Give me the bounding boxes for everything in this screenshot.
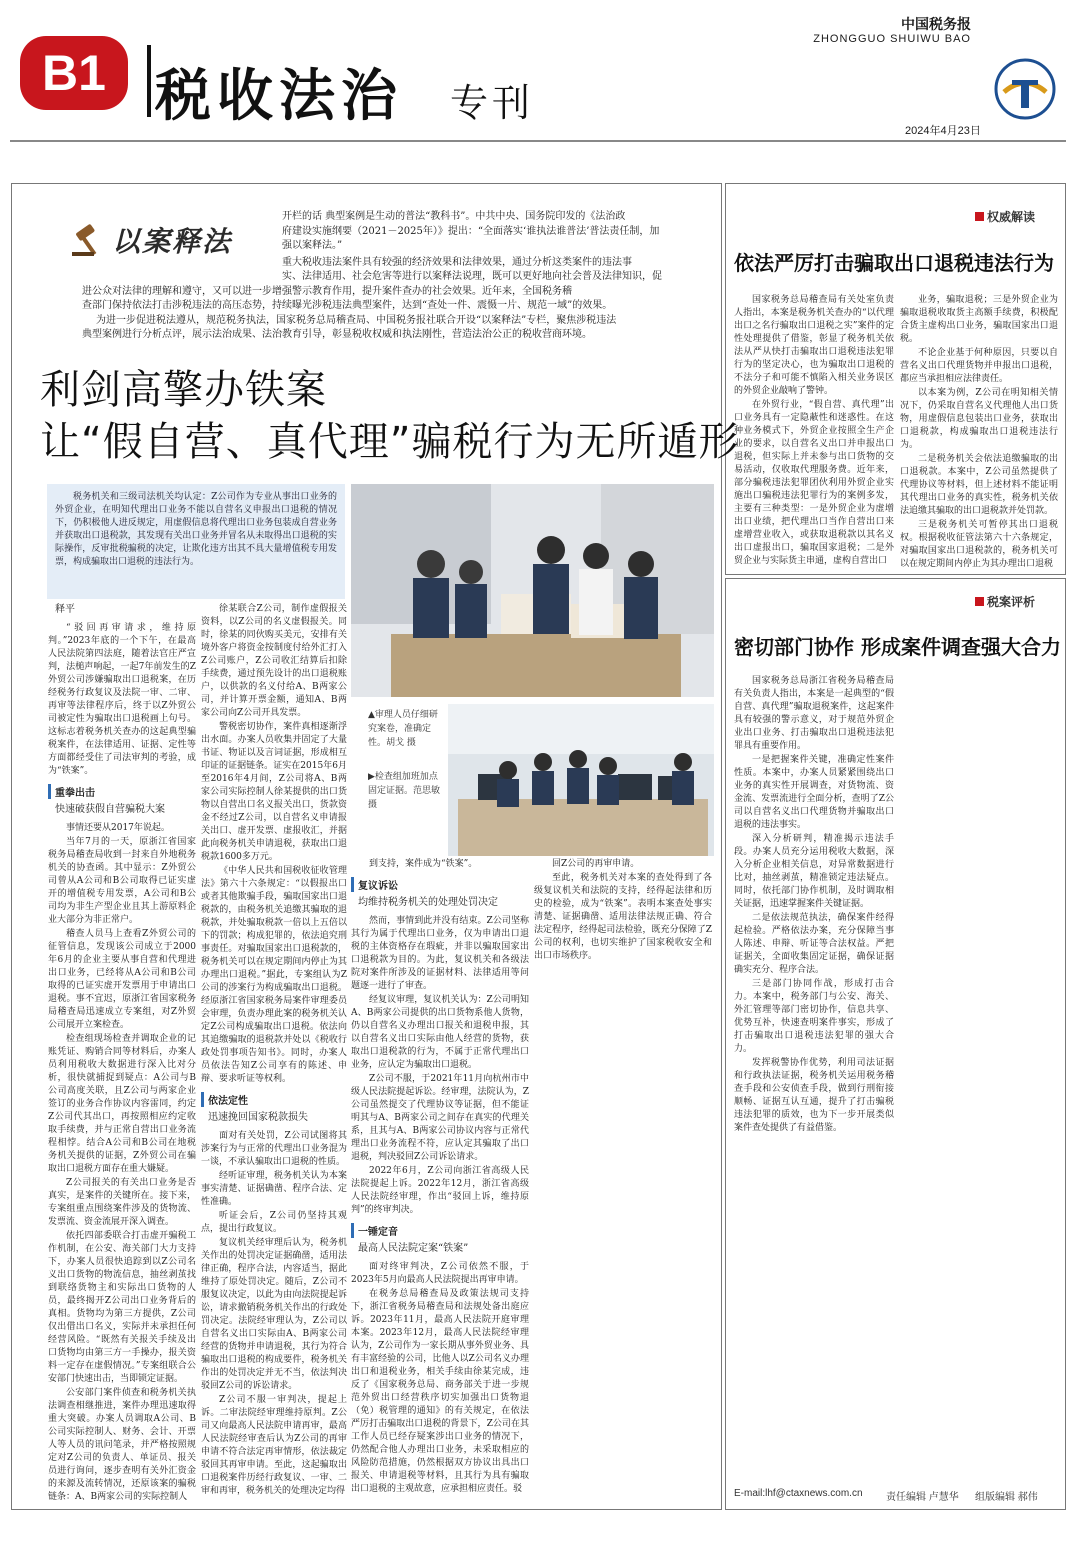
body-paragraph: 听证会后，Z公司仍坚持其观点，提出行政复议。 bbox=[201, 1211, 347, 1234]
publication-pinyin: ZHONGGUO SHUIWU BAO bbox=[813, 33, 971, 45]
body-paragraph: 业务，骗取退税；三是外贸企业为骗取退税收取货主高额手续费，积极配合货主虚构出口业务，骗取国家出口退税。 bbox=[900, 295, 1058, 344]
section-heading: 一锤定音 bbox=[351, 1223, 529, 1238]
right-headline-1: 依法严厉打击骗取出口退税违法行为 bbox=[734, 251, 1054, 275]
main-headline-line1: 利剑高擎办铁案 bbox=[40, 367, 327, 413]
right1-col2 bbox=[900, 294, 1058, 574]
masthead-rule bbox=[10, 140, 1066, 142]
body-paragraph: 深入分析研判，精准揭示违法手段。办案人员充分运用税收大数据，深入分析企业相关信息，对异常数据进行比对，抽丝剥茧，精准锁定违法疑点。同时，依托部门协作机制，及时调取相关证据，迅速掌握案件关键证据。 bbox=[734, 834, 894, 909]
section-subheading: 均维持税务机关的处理处罚决定 bbox=[358, 897, 498, 908]
intro-line: 进公众对法律的理解和遵守，又可以进一步增强警示教育作用，提升案件查办的社会效果。近年来，全国税务稽 bbox=[82, 285, 572, 297]
intro-line: 重大税收违法案件具有较强的经济效果和法律效果，通过分析这类案件的违法事 bbox=[282, 256, 632, 268]
intro-line: 强以案释法。” bbox=[282, 240, 343, 251]
body-paragraph: 不论企业基于何种原因，只要以自营名义出口代理货物并申报出口退税，都应当承担相应法律责任。 bbox=[900, 348, 1058, 384]
photo-image bbox=[448, 704, 714, 856]
body-paragraph: 公安部门案件侦查和税务机关执法调查相继推进，案件办理迅速取得重大突破。办案人员调取A公司、B公司实际控制人、财务、会计、开票人等人员的讯问笔录，并严格按照规定对Z公司的负责人、单证员、报关员进行询问，逐步查明有关外汇资金的来源及流转情况，还原该案的骗税链条：A、B两家公司的实际控制人 bbox=[48, 1388, 196, 1502]
body-paragraph: 当年7月的一天，原浙江省国家税务局稽查局收到一封来自外地税务机关的协查函。其中显示：Z外贸公司曾从A公司和B公司取得已证实虚开的增值税专用发票，A公司和B公司均为非生产型企业且其上游原料企业大部分为非正常户。 bbox=[48, 837, 196, 925]
body-paragraph: 《中华人民共和国税收征收管理法》第六十六条规定：“以假报出口或者其他欺骗手段，骗取国家出口退税款的，由税务机关追缴其骗取的退税款，并处骗取税款一倍以上五倍以下的罚款；构成犯罪的，依法追究刑事责任。对骗取国家出口退税款的，税务机关可以在规定期间内停止为其办理出口退税。”据此，专案组认为Z公司的涉案行为构成骗取出口退税。经原浙江省国家税务局案件审理委员会审理，负责办理此案的税务机关认定Z公司构成骗取出口退税。依法向其追缴骗取的退税款并处以《税收行政处罚事项告知书》。同时，办案人员依法告知Z公司享有的陈述、申辩、要求听证等权利。 bbox=[201, 866, 347, 1084]
body-paragraph: 二是依法规范执法，确保案件经得起检验。严格依法办案，充分保障当事人陈述、申辩、听证等合法权益。严把证据关，全面收集固定证据，确保证据确实充分、程序合法。 bbox=[734, 913, 894, 975]
body-paragraph: 国家税务总局浙江省税务局稽查局有关负责人指出，本案是一起典型的“假自营、真代理”骗取退税案件，这起案件具有较强的警示意义，对于规范外贸企业出口业务、打击骗取出口退税违法犯罪具有重要作用。 bbox=[734, 676, 894, 751]
section-title: 税收法治 bbox=[155, 64, 403, 129]
body-paragraph: Z公司报关的有关出口业务是否真实，是案件的关键所在。接下来，专案组重点围绕案件涉及的货物流、发票流、资金流展开深入调查。 bbox=[48, 1178, 196, 1227]
intro-line: 实、法律适用、社会危害等进行以案释法说理，既可以更好地向社会普及法律知识，促 bbox=[282, 271, 662, 282]
body-paragraph: 到支持，案件成为“铁案”。 bbox=[369, 859, 478, 869]
intro-line: 查部门保持依法打击涉税违法的高压态势，持续曝光涉税违法典型案件，达到“查处一件、震慑一片、规范一域”的效果。 bbox=[82, 300, 613, 311]
section-tag-analysis: 税案评析 bbox=[975, 593, 1035, 610]
body-paragraph: 面对终审判决，Z公司依然不服，于2023年5月向最高人民法院提出再审申请。 bbox=[351, 1262, 529, 1285]
main-headline-line2: 让“假自营、真代理”骗税行为无所遁形 bbox=[40, 419, 740, 465]
section-subheading: 最高人民法院定案“铁案” bbox=[358, 1243, 469, 1254]
masthead-divider bbox=[147, 45, 151, 117]
main-body-col4 bbox=[534, 858, 712, 1508]
right-headline-2: 密切部门协作 形成案件调查强大合力 bbox=[734, 635, 1061, 659]
body-paragraph: 国家税务总局稽查局有关处室负责人指出，本案是税务机关查办的“以代理出口之名行骗取出口退税之实”案件的定性处理提供了借鉴，彰显了税务机关依法从严从快打击骗取出口退税违法犯罪行为的坚定决心，也为骗取出口退税的不法分子和可能不慎陷入相关业务误区的外贸企业敲响了警钟。 bbox=[734, 295, 894, 396]
body-paragraph: 三是税务机关可暂停其出口退税权。根据税收征管法第六十六条规定，对骗取国家出口退税款的，税务机关可以在规定期间内停止为其办理出口退税 bbox=[900, 520, 1058, 569]
photo-evidence-team bbox=[448, 704, 714, 856]
photo-image bbox=[351, 484, 714, 697]
right2-col1 bbox=[734, 675, 894, 1475]
section-heading: 依法定性 bbox=[201, 1092, 347, 1107]
body-paragraph: 回Z公司的再审申请。 bbox=[552, 859, 640, 869]
intro-line: 府建设实施纲要（2021－2025年）》提出：“全面落实‘谁执法谁普法’普法责任制，加 bbox=[282, 225, 660, 237]
body-paragraph: 经听证审理，税务机关认为本案事实清楚、证据确凿、程序合法、定性准确。 bbox=[201, 1171, 347, 1207]
body-paragraph: 一是把握案件关键，准确定性案件性质。本案中，办案人员紧紧围绕出口业务的真实性开展调查，对货物流、资金流、发票流进行全面分析，查明了Z公司以自营名义出口代理货物并骗取出口退税的违法事实。 bbox=[734, 755, 894, 830]
issue-date: 2024年4月23日 bbox=[905, 125, 981, 137]
intro-line: 典型案例进行分析点评，展示法治成果、法治教育引导，彰显税收权威和执法刚性，营造法治公正的税收营商环境。 bbox=[82, 329, 592, 340]
publication-name: 中国税务报 bbox=[901, 17, 971, 33]
body-paragraph: 以本案为例，Z公司在明知相关情况下，仍采取自营名义代理他人出口货物，用虚假信息包装出口业务，获取出口退税款，构成骗取出口退税违法行为。 bbox=[900, 388, 1058, 450]
section-tag-authority: 权威解读 bbox=[975, 208, 1035, 225]
body-paragraph: 复议机关经审理后认为，税务机关作出的处罚决定证据确凿，适用法律正确，程序合法，内容适当，据此维持了原处罚决定。随后，Z公司不服复议决定，以此为由向法院提起诉讼，请求撤销税务机关作出的行政处罚决定。法院经审理认为，Z公司以自营名义出口实际由A、B两家公司经营的货物并申请退税，其行为符合骗取出口退税的构成要件，税务机关作出的处罚决定并无不当，依法判决驳回Z公司的诉讼请求。 bbox=[201, 1238, 347, 1391]
body-paragraph: 发挥税警协作优势，利用司法证据和行政执法证据，税务机关运用税务稽查手段和公安侦查手段，做到行刑衔接顺畅、证据互认互通，提升了打击骗税违法犯罪的质效，也为下一步开展类似案件查处提供了有益借鉴。 bbox=[734, 1058, 894, 1133]
body-paragraph: 经复议审理，复议机关认为：Z公司明知A、B两家公司提供的出口货物系他人货物，仍以自营名义办理出口报关和退税申报，其以自营名义出口实际由他人经营的货物，获取出口退税款的行为，不属于正常代理出口业务，应认定为骗取出口退税。 bbox=[351, 995, 529, 1070]
layout-editor: 组版编辑 郝伟 bbox=[975, 1492, 1038, 1503]
contact-email: E-mail:lhf@ctaxnews.com.cn bbox=[734, 1488, 863, 1499]
body-paragraph: 三是部门协同作战，形成打击合力。本案中，税务部门与公安、海关、外汇管理等部门密切协作，信息共享、优势互补，快速查明案件事实，形成了打击骗取出口退税违法犯罪的强大合力。 bbox=[734, 979, 894, 1054]
newspaper-logo-icon bbox=[994, 58, 1056, 120]
body-paragraph: 2022年6月，Z公司向浙江省高级人民法院提起上诉。2022年12月，浙江省高级人民法院经审理，作出“驳回上诉，维持原判”的终审判决。 bbox=[351, 1166, 529, 1215]
body-paragraph: 面对有关处罚，Z公司试图将其涉案行为与正常的代理出口业务混为一谈，不承认骗取出口退税的性质。 bbox=[201, 1131, 347, 1167]
body-paragraph: 警税密切协作，案件真相逐渐浮出水面。办案人员收集并固定了大量书证、物证以及言词证据，形成相互印证的证据链条。证实在2015年6月至2016年4月间，Z公司将A、B两家公司实际控制人徐某提供的出口货物以自营出口名义报关出口，货款资金不经过Z公司，以自营名义申请报关出口、虚开发票、虚报收汇，并据此向税务机关申请退税，获取出口退税款1600多万元。 bbox=[201, 722, 347, 862]
body-paragraph: 然而，事情到此并没有结束。Z公司坚称其行为属于代理出口业务，仅为申请出口退税的主体资格存在瑕疵，并非以骗取国家出口退税款为目的。为此，复议机关和各级法院对案件所涉及的证据材料、法律适用等问题逐一进行了审查。 bbox=[351, 916, 529, 991]
article-author: 释平 bbox=[55, 604, 75, 615]
section-subheading: 快速破获假自营骗税大案 bbox=[55, 804, 165, 815]
right2-col2 bbox=[900, 675, 1058, 1475]
page-number-badge: B1 bbox=[20, 36, 128, 110]
body-paragraph: 徐某联合Z公司，制作虚假报关资料，以Z公司的名义虚假报关。同时，徐某的同伙购买美元，安排有关境外客户将资金按制度付给外汇打入Z公司账户，Z公司收汇结算后扣除手续费，通过预先设计的出口退税账户，以供款的名义付给A、B两家公司，并计算开票金额，通知A、B两家公司向Z公司开具发票。 bbox=[201, 604, 347, 718]
main-body-col3 bbox=[351, 858, 529, 1508]
main-body-col2 bbox=[201, 603, 347, 1508]
photo-caption-1: ▲审理人员仔细研究案卷，准确定性。胡戈 摄 bbox=[368, 710, 438, 748]
section-heading: 复议诉讼 bbox=[351, 877, 529, 892]
body-paragraph: 检查组现场检查并调取企业的记账凭证、购销合同等材料后，办案人员利用税收大数据进行深入比对分析，很快就捕捉到疑点：A公司与B公司高度关联，且Z公司与两家企业签订的业务合作协议内容雷同，约定Z公司代其出口，再按照相应约定收取手续费，并与正常自营出口业务流程相悖。结合A公司和B公司在地税务机关提供的证据，Z外贸公司在骗取出口退税方面存在重大嫌疑。 bbox=[48, 1034, 196, 1174]
body-paragraph: 二是税务机关会依法追缴骗取的出口退税款。本案中，Z公司虽然提供了代理协议等材料，但上述材料不能证明其代理出口业务的真实性，税务机关依法追缴其骗取的出口退税款并处罚款。 bbox=[900, 454, 1058, 516]
responsible-editor: 责任编辑 卢慧华 bbox=[886, 1492, 959, 1503]
body-paragraph: Z公司不服，于2021年11月向杭州市中级人民法院提起诉讼。经审理，法院认为，Z公司虽然提交了代理协议等证据，但不能证明其与A、B两家公司之间存在真实的代理关系，且其与A、B两家公司协议内容与正常代理出口业务流程不符，应认定其骗取了出口退税，判决驳回Z公司诉讼请求。 bbox=[351, 1074, 529, 1162]
body-paragraph: 事情还要从2017年说起。 bbox=[66, 823, 170, 833]
body-paragraph: 至此，税务机关对本案的查处得到了各级复议机关和法院的支持，经得起法律和历史的检验，成为“铁案”。表明本案查处事实清楚、证据确凿、适用法律法规正确、符合法定程序，经得起司法检验，既充分保障了Z公司的权利，也切实维护了国家税收安全和出口市场秩序。 bbox=[534, 873, 712, 961]
right1-col1 bbox=[734, 294, 894, 574]
body-paragraph: Z公司不服一审判决，提起上诉。二审法院经审理维持原判。Z公司又向最高人民法院申请再审，最高人民法院经审查后认为Z公司的再审申请不符合法定再审情形，依法裁定驳回其再审申请。至此，这起骗取出口退税案件历经行政复议、一审、二审和再审，税务机关的处理决定均得 bbox=[201, 1395, 347, 1496]
section-heading: 重拳出击 bbox=[48, 784, 196, 799]
intro-line: 开栏的话 典型案例是生动的普法“教科书”。中共中央、国务院印发的《法治政 bbox=[282, 211, 626, 222]
masthead bbox=[0, 0, 1076, 175]
body-paragraph: 在外贸行业，“假自营、真代理”出口业务具有一定隐蔽性和迷惑性。在这种业务模式下，外贸企业按照全生产企业的要求，以自营名义出口并申报出口退税，但实际上并未参与出口货物的交易活动，仅收取代理服务费。近年来，部分骗税违法犯罪团伙利用外贸企业实施出口骗税违法犯罪行为的案例多发，主要有三种类型：一是外贸企业为虚增出口业绩，把代理出口当作自营出口来虚增营业收入，或获取退税款以其名义出口虚报出口，骗取国家退税；二是外贸企业与实际货主串通，虚构自营出口 bbox=[734, 400, 894, 566]
body-paragraph: 依托四部委联合打击虚开骗税工作机制，在公安、海关部门大力支持下，办案人员很快追踪到以Z公司名义出口货物的物流信息，抽丝剥茧找到联络货物主和实际出口货物的人员，最终揭开Z公司出口业务背后的真相。货物均为第三方提供，Z公司仅出借出口名义，实际并未承担任何经营风险。“既然有关报关手续及出口货物均由第三方一手操办，报关资料一定存在虚假情况。”专案组联合公安部门快速出击，当即锁定证据。 bbox=[48, 1231, 196, 1384]
photo-caption-2: ▶检查组加班加点固定证据。范思敏 摄 bbox=[368, 772, 441, 810]
main-body-col1 bbox=[48, 603, 196, 1508]
body-paragraph: 在税务总局稽查局及政策法规司支持下，浙江省税务局稽查局和法规处备出庭应诉。2023年11月，最高人民法院开庭审理本案。2023年12月，最高人民法院经审理认为，Z公司作为一家长期从事外贸业务、具有丰富经验的公司，比他人以Z公司名义办理出口和退税业务，相关手续由徐某完成，违反了《国家税务总局、商务部关于进一步规范外贸出口经营秩序切实加强出口货物退（免）税管理的通知》的有关规定，在依法严厉打击骗取出口退税的背景下，Z公司在其工作人员已经存疑案涉出口业务的情况下，仍然配合他人办理出口业务，未采取相应的风险防范措施，仍然根据双方协议出具出口报关、申请退税等材料，且其行为具有骗取出口退税的主观故意，应承担相应责任。驳 bbox=[351, 1289, 529, 1494]
section-subheading: 迅速挽回国家税款损失 bbox=[208, 1112, 308, 1123]
photo-review-team bbox=[351, 484, 714, 697]
body-paragraph: “驳回再审请求，维持原判。”2023年底的一个下午，在最高人民法院第四法庭，随着法官庄严宣判，法槌声响起，一起7年前发生的Z外贸公司涉嫌骗取出口退税案，在历经税务行政复议及法院一审、二审、再审等法律程序后，终于以Z外贸公司被定性为骗取出口退税画上句号。这标志着税务机关查办的这起典型骗税案件，在法律适用、证据、定性等方面都经受住了司法审判的考验，成为“铁案”。 bbox=[48, 623, 196, 776]
section-subtitle: 专刊 bbox=[450, 81, 535, 125]
body-paragraph: 稽查人员马上查看Z外贸公司的征管信息，发现该公司成立于2000年6月的企业主要从事自营和代理进出口业务，已经将从A公司和B公司取得的已证实虚开发票用于申请出口退税。事不宜迟，原浙江省国家税务局稽查局迅速成立专案组，对Z外贸公司展开立案检查。 bbox=[48, 929, 196, 1030]
summary-box: 税务机关和三级司法机关均认定：Z公司作为专业从事出口业务的外贸企业，在明知代理出口业务不能以自营名义申报出口退税的情况下，仍积极他人进反规定，用虚假信息将代理出口业务包装成自营业务并获取出口退税款，其发现有关出口业务并冒名从未取得出口退税的实际操作，反审批税骗税的决定，让欺化违方出其不具大量增值税专用发票，构成骗取出口退税的违法行为。 bbox=[47, 484, 345, 599]
emblem-text: 以案释法 bbox=[112, 225, 233, 258]
intro-line: 为进一步促进税法遵从，规范税务执法，国家税务总局稽查局、中国税务报社联合开设“以案释法”专栏，聚焦涉税违法 bbox=[96, 314, 617, 326]
intro-text bbox=[82, 210, 707, 343]
